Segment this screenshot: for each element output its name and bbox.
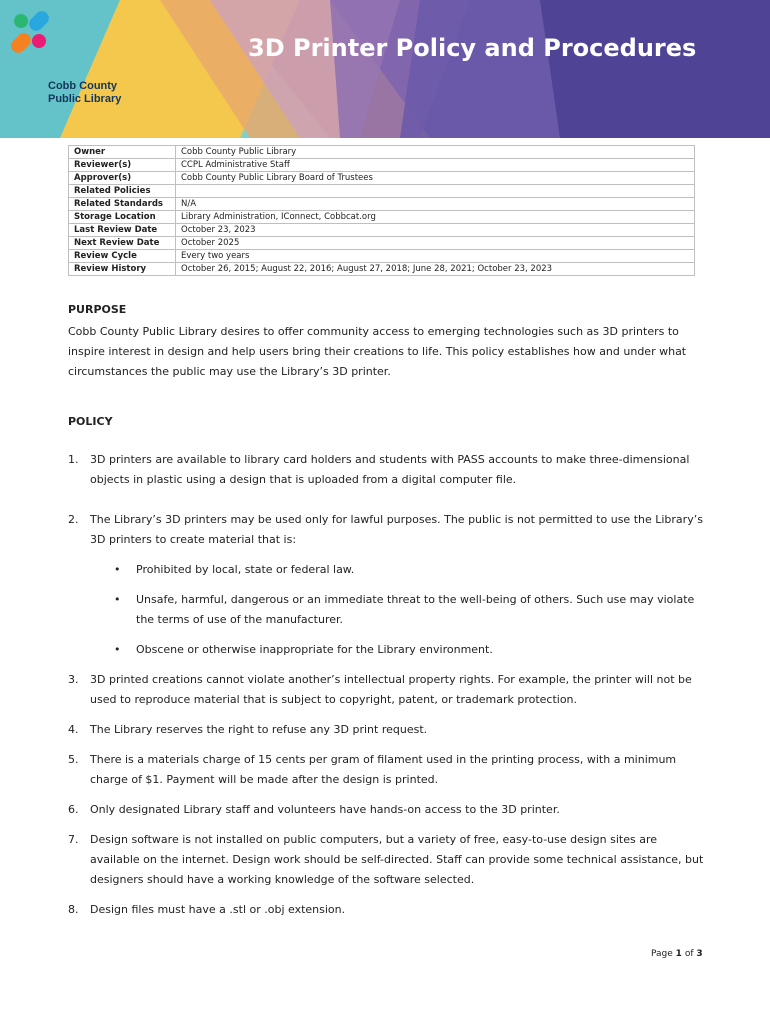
policy-item-text: Design software is not installed on public computers, but a variety of free, easy-to-use design sites are available on the internet. Design work should be self-directed. Staff can provide some technical assistance, but designers should have a working knowledge of the software selected.	[90, 833, 704, 886]
policy-item-number: 6.	[68, 803, 79, 816]
policy-heading: POLICY	[68, 415, 113, 428]
meta-key: Review Cycle	[69, 250, 176, 263]
meta-value: Library Administration, IConnect, Cobbcat.org	[176, 211, 695, 224]
policy-item-number: 7.	[68, 833, 79, 846]
subitem-text: Unsafe, harmful, dangerous or an immediate threat to the well-being of others. Such use may violate the terms of use of the manufacturer.	[136, 593, 695, 626]
meta-key: Related Policies	[69, 185, 176, 198]
bullet-icon: •	[114, 563, 121, 576]
document-body	[68, 300, 708, 930]
logo-line-2: Public Library	[48, 93, 122, 105]
page-title: 3D Printer Policy and Procedures	[248, 34, 697, 62]
current-page: 1	[675, 949, 682, 959]
policy-item-text: There is a materials charge of 15 cents per gram of filament used in the printing process, with a minimum charge of $1. Payment will be made after the design is printed.	[90, 753, 677, 786]
table-row	[69, 211, 695, 224]
meta-key: Reviewer(s)	[69, 159, 176, 172]
header-background	[0, 0, 770, 138]
policy-item	[68, 750, 708, 790]
policy-item-number: 2.	[68, 513, 79, 526]
list-item	[114, 640, 708, 660]
meta-key: Review History	[69, 263, 176, 276]
library-logo-text	[48, 80, 158, 106]
policy-item-number: 5.	[68, 753, 79, 766]
policy-item	[68, 450, 708, 490]
table-row	[69, 237, 695, 250]
policy-item-text: The Library’s 3D printers may be used only for lawful purposes. The public is not permitted to use the Library’s 3D printers to create material that is:	[90, 513, 703, 546]
policy-item-text: 3D printed creations cannot violate another’s intellectual property rights. For example, the printer will not be used to reproduce material that is subject to copyright, patent, or trademark protection.	[90, 673, 692, 706]
policy-item-number: 3.	[68, 673, 79, 686]
list-item	[114, 590, 708, 630]
meta-key: Next Review Date	[69, 237, 176, 250]
table-row	[69, 198, 695, 211]
meta-value: Cobb County Public Library	[176, 146, 695, 159]
policy-item-number: 8.	[68, 903, 79, 916]
document-metadata-table	[68, 145, 695, 276]
meta-value: N/A	[176, 198, 695, 211]
policy-item	[68, 720, 708, 740]
table-row	[69, 185, 695, 198]
subitem-text: Prohibited by local, state or federal law.	[136, 563, 355, 576]
meta-key: Approver(s)	[69, 172, 176, 185]
policy-item	[68, 900, 708, 920]
total-pages: 3	[696, 949, 703, 959]
policy-item-text: 3D printers are available to library card holders and students with PASS accounts to make three-dimensional objects in plastic using a design that is uploaded from a digital computer file.	[90, 453, 690, 486]
meta-value: October 23, 2023	[176, 224, 695, 237]
policy-list	[68, 450, 708, 920]
meta-key: Related Standards	[69, 198, 176, 211]
bullet-icon: •	[114, 593, 121, 606]
policy-item-text: The Library reserves the right to refuse any 3D print request.	[90, 723, 428, 736]
table-row	[69, 250, 695, 263]
policy-item	[68, 830, 708, 890]
page-of: of	[684, 949, 694, 959]
meta-value: Cobb County Public Library Board of Trustees	[176, 172, 695, 185]
meta-value: October 2025	[176, 237, 695, 250]
purpose-heading: PURPOSE	[68, 303, 127, 316]
policy-item-number: 4.	[68, 723, 79, 736]
meta-value: CCPL Administrative Staff	[176, 159, 695, 172]
meta-value: Every two years	[176, 250, 695, 263]
policy-item	[68, 800, 708, 820]
logo-line-1: Cobb County	[48, 80, 118, 92]
meta-key: Last Review Date	[69, 224, 176, 237]
table-row	[69, 224, 695, 237]
table-row	[69, 146, 695, 159]
list-item	[114, 560, 708, 580]
policy-item	[68, 670, 708, 710]
meta-value: October 26, 2015; August 22, 2016; August 27, 2018; June 28, 2021; October 23, 2023	[176, 263, 695, 276]
header-banner	[0, 0, 770, 138]
page-number	[651, 949, 703, 959]
subitem-text: Obscene or otherwise inappropriate for the Library environment.	[136, 643, 493, 656]
meta-key: Owner	[69, 146, 176, 159]
table-row	[69, 172, 695, 185]
policy-item-text: Design files must have a .stl or .obj extension.	[90, 903, 346, 916]
policy-item	[68, 510, 708, 660]
purpose-text: Cobb County Public Library desires to offer community access to emerging technologies such as 3D printers to inspire interest in design and help users bring their creations to life. This policy establishes how and under what circumstances the public may use the Library’s 3D printer.	[68, 325, 687, 378]
meta-key: Storage Location	[69, 211, 176, 224]
page-label: Page	[651, 949, 673, 959]
prohibited-uses-list	[114, 560, 708, 660]
meta-value	[176, 185, 695, 198]
table-row	[69, 263, 695, 276]
policy-item-number: 1.	[68, 453, 79, 466]
library-logo-icon	[0, 0, 72, 86]
table-row	[69, 159, 695, 172]
policy-item-text: Only designated Library staff and volunteers have hands-on access to the 3D printer.	[90, 803, 560, 816]
bullet-icon: •	[114, 643, 121, 656]
